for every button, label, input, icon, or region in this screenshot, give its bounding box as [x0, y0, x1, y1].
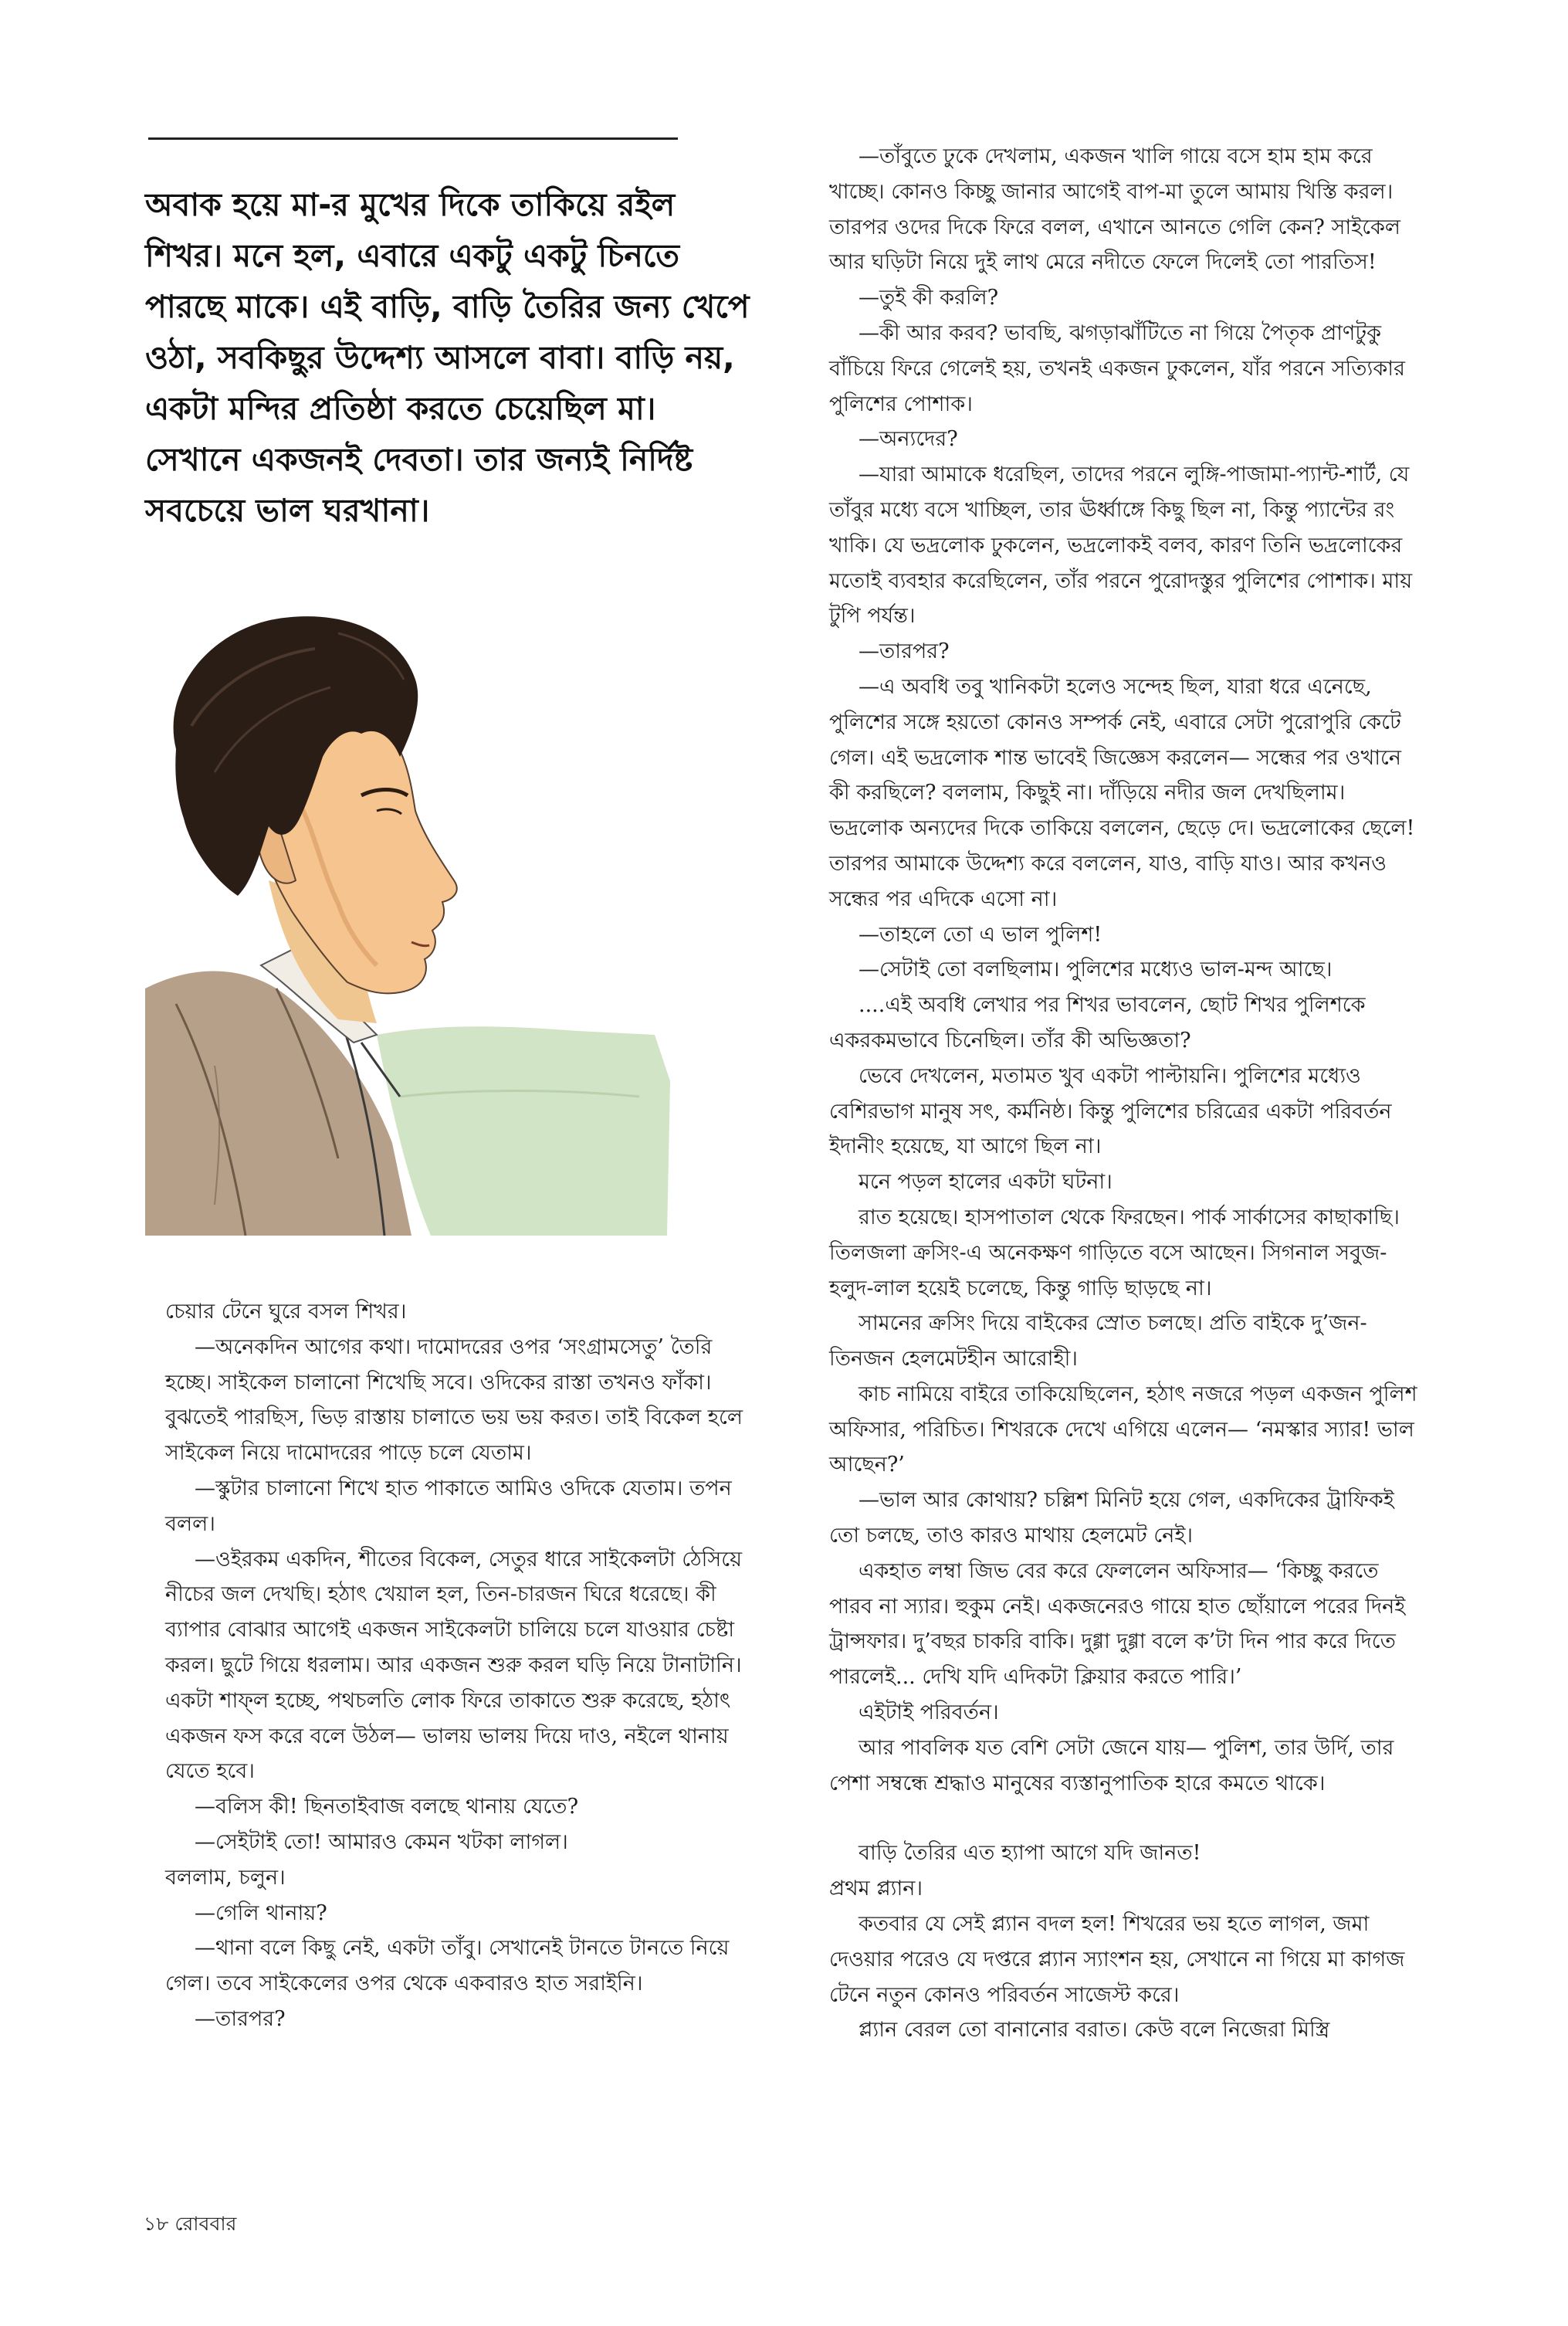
- pull-quote: [145, 179, 755, 536]
- paragraph: —এ অবধি তবু খানিকটা হলেও সন্দেহ ছিল, যারা ধরে এনেছে, পুলিশের সঙ্গে হয়তো কোনও সম্পর্ক নেই, এবারে সেটা পুরোপুরি কেটে গেল। এই ভদ্রলোক শান্ত ভাবেই জিজ্ঞেস করলেন— সন্ধের পর ওখানে কী করছিলে? বললাম, কিছুই না। দাঁড়িয়ে নদীর জল দেখছিলাম। ভদ্রলোক অন্যদের দিকে তাকিয়ে বললেন, ছেড়ে দে। ভদ্রলোকের ছেলে! তারপর আমাকে উদ্দেশ্য করে বললেন, যাও, বাড়ি যাও। আর কখনও সন্ধের পর এদিকে এসো না।: [829, 674, 1415, 911]
- paragraph: —ভাল আর কোথায়? চল্লিশ মিনিট হয়ে গেল, একদিকের ট্রাফিকই তো চলছে, তাও কারও মাথায় হেলমেট নেই।: [829, 1488, 1394, 1548]
- paragraph: —সেটাই তো বলছিলাম। পুলিশের মধ্যেও ভাল-মন্দ আছে।: [859, 958, 1333, 982]
- paragraph: কতবার যে সেই প্ল্যান বদল হল! শিখরের ভয় হতে লাগল, জমা দেওয়ার পরেও যে দপ্তরে প্ল্যান স্যাংশন হয়, সেখানে না গিয়ে মা কাগজ টেনে নতুন কোনও পরিবর্তন সাজেস্ট করে।: [829, 1912, 1405, 2007]
- right-text-column: [829, 139, 1424, 2048]
- paragraph: —তাহলে তো এ ভাল পুলিশ!: [859, 922, 1102, 947]
- pull-quote-text: অবাক হয়ে মা-র মুখের দিকে তাকিয়ে রইল শিখর। মনে হল, এবারে একটু একটু চিনতে পারছে মাকে। এই বাড়ি, বাড়ি তৈরির জন্য খেপে ওঠা, সবকিছুর উদ্দেশ্য আসলে বাবা। বাড়ি নয়, একটা মন্দির প্রতিষ্ঠা করতে চেয়েছিল মা। সেখানে একজনই দেবতা। তার জন্যই নির্দিষ্ট সবচেয়ে ভাল ঘরখানা।: [145, 186, 750, 529]
- paragraph: —তাঁবুতে ঢুকে দেখলাম, একজন খালি গায়ে বসে হাম হাম করে খাচ্ছে। কোনও কিচ্ছু জানার আগেই বাপ-মা তুলে আমায় খিস্তি করল। তারপর ওদের দিকে ফিরে বলল, এখানে আনতে গেলি কেন? সাইকেল আর ঘড়িটা নিয়ে দুই লাথ মেরে নদীতে ফেলে দিলেই তো পারতিস!: [829, 144, 1401, 275]
- paragraph: ....এই অবধি লেখার পর শিখর ভাবলেন, ছোট শিখর পুলিশকে একরকমভাবে চিনেছিল। তাঁর কী অভিজ্ঞতা?: [829, 993, 1366, 1053]
- paragraph: —সেইটাই তো! আমারও কেমন খটকা লাগল।: [195, 1829, 568, 1854]
- paragraph: রাত হয়েছে। হাসপাতাল থেকে ফিরছেন। পার্ক সার্কাসের কাছাকাছি। তিলজলা ক্রসিং-এ অনেকক্ষণ গাড়িতে বসে আছেন। সিগনাল সবুজ-হলুদ-লাল হয়েই চলেছে, কিন্তু গাড়ি ছাড়ছে না।: [829, 1205, 1400, 1300]
- paragraph: —বলিস কী! ছিনতাইবাজ বলছে থানায় যেতে?: [195, 1795, 579, 1819]
- illustration-man-profile: [145, 602, 670, 1236]
- paragraph: —কী আর করব? ভাবছি, ঝগড়াঝাঁটিতে না গিয়ে পৈতৃক প্রাণটুকু বাঁচিয়ে ফিরে গেলেই হয়, তখনই একজন ঢুকলেন, যাঁর পরনে সত্যিকার পুলিশের পোশাক।: [829, 320, 1405, 416]
- paragraph: —অনেকদিন আগের কথা। দামোদরের ওপর ‘সংগ্রামসেতু’ তৈরি হচ্ছে। সাইকেল চালানো শিখেছি সবে। ওদিকের রাস্তা তখনও ফাঁকা। বুঝতেই পারছিস, ভিড় রাস্তায় চালাতে ভয় ভয় করত। তাই বিকেল হলে সাইকেল নিয়ে দামোদরের পাড়ে চলে যেতাম।: [165, 1334, 743, 1466]
- paragraph: —অন্যদের?: [859, 427, 958, 452]
- paragraph: বাড়ি তৈরির এত হ্যাপা আগে যদি জানত!: [859, 1841, 1201, 1866]
- paragraph: সামনের ক্রসিং দিয়ে বাইকের স্রোত চলছে। প্রতি বাইকে দু’জন-তিনজন হেলমেটহীন আরোহী।: [829, 1311, 1367, 1372]
- paragraph: প্রথম প্ল্যান।: [829, 1877, 923, 1901]
- paragraph: মনে পড়ল হালের একটা ঘটনা।: [859, 1170, 1113, 1195]
- paragraph: কাচ নামিয়ে বাইরে তাকিয়েছিলেন, হঠাৎ নজরে পড়ল একজন পুলিশ অফিসার, পরিচিত। শিখরকে দেখে এগিয়ে এলেন— ‘নমস্কার স্যার! ভাল আছেন?’: [829, 1382, 1417, 1477]
- top-rule: [148, 137, 678, 140]
- left-text-column: [165, 1294, 757, 2037]
- paragraph: —থানা বলে কিছু নেই, একটা তাঁবু। সেখানেই টানতে টানতে নিয়ে গেল। তবে সাইকেলের ওপর থেকে একবারও হাত সরাইনি।: [165, 1936, 730, 1996]
- paragraph: একহাত লম্বা জিভ বের করে ফেললেন অফিসার— ‘কিচ্ছু করতে পারব না স্যার। হুকুম নেই। একজনেরও গায়ে হাত ছোঁয়ালে পরের দিনই ট্রান্সফার। দু’বছর চাকরি বাকি। দুগ্গা দুগ্গা বলে ক’টা দিন পার করে দিতে পারলেই... দেখি যদি এদিকটা ক্লিয়ার করতে পারি।’: [829, 1558, 1406, 1690]
- paragraph: ভেবে দেখলেন, মতামত খুব একটা পাল্টায়নি। পুলিশের মধ্যেও বেশিরভাগ মানুষ সৎ, কর্মনিষ্ঠ। কিন্তু পুলিশের চরিত্রের একটা পরিবর্তন ইদানীং হয়েছে, যা আগে ছিল না।: [829, 1063, 1392, 1159]
- paragraph: —তুই কী করলি?: [859, 286, 999, 310]
- paragraph: —স্কুটার চালানো শিখে হাত পাকাতে আমিও ওদিকে যেতাম। তপন বলল।: [165, 1476, 732, 1536]
- paragraph: —তারপর?: [195, 2006, 286, 2031]
- paragraph: আর পাবলিক যত বেশি সেটা জেনে যায়— পুলিশ, তার উর্দি, তার পেশা সম্বন্ধে শ্রদ্ধাও মানুষের ব্যস্তানুপাতিক হারে কমতে থাকে।: [829, 1735, 1394, 1795]
- paragraph: প্ল্যান বেরল তো বানানোর বরাত। কেউ বলে নিজেরা মিস্ত্রি: [859, 2018, 1330, 2043]
- paragraph: —তারপর?: [859, 639, 950, 664]
- page-folio: ১৮ রোববার: [144, 2212, 237, 2235]
- paragraph: চেয়ার টেনে ঘুরে বসল শিখর।: [165, 1300, 407, 1324]
- paragraph: —যারা আমাকে ধরেছিল, তাদের পরনে লুঙ্গি-পাজামা-প্যান্ট-শার্ট, যে তাঁবুর মধ্যে বসে খাচ্ছিল, তার ঊর্ধ্বাঙ্গে কিছু ছিল না, কিন্তু প্যান্টের রং খাকি। যে ভদ্রলোক ঢুকলেন, ভদ্রলোকই বলব, কারণ তিনি ভদ্রলোকের মতোই ব্যবহার করেছিলেন, তাঁর পরনে পুরোদস্তুর পুলিশের পোশাক। মায় টুপি পর্যন্ত।: [829, 463, 1413, 629]
- paragraph: —ওইরকম একদিন, শীতের বিকেল, সেতুর ধারে সাইকেলটা ঠেসিয়ে নীচের জল দেখছি। হঠাৎ খেয়াল হল, তিন-চারজন ঘিরে ধরেছে। কী ব্যাপার বোঝার আগেই একজন সাইকেলটা চালিয়ে চলে যাওয়ার চেষ্টা করল। ছুটে গিয়ে ধরলাম। আর একজন শুরু করল ঘড়ি নিয়ে টানাটানি। একটা শাফ্‌ল হচ্ছে, পথচলতি লোক ফিরে তাকাতে শুরু করেছে, হঠাৎ একজন ফস করে বলে উঠল— ভালয় ভালয় দিয়ে দাও, নইলে থানায় যেতে হবে।: [165, 1547, 742, 1784]
- paragraph: এইটাই পরিবর্তন।: [859, 1700, 999, 1725]
- paragraph: বললাম, চলুন।: [165, 1865, 286, 1890]
- paragraph: —গেলি থানায়?: [195, 1900, 327, 1925]
